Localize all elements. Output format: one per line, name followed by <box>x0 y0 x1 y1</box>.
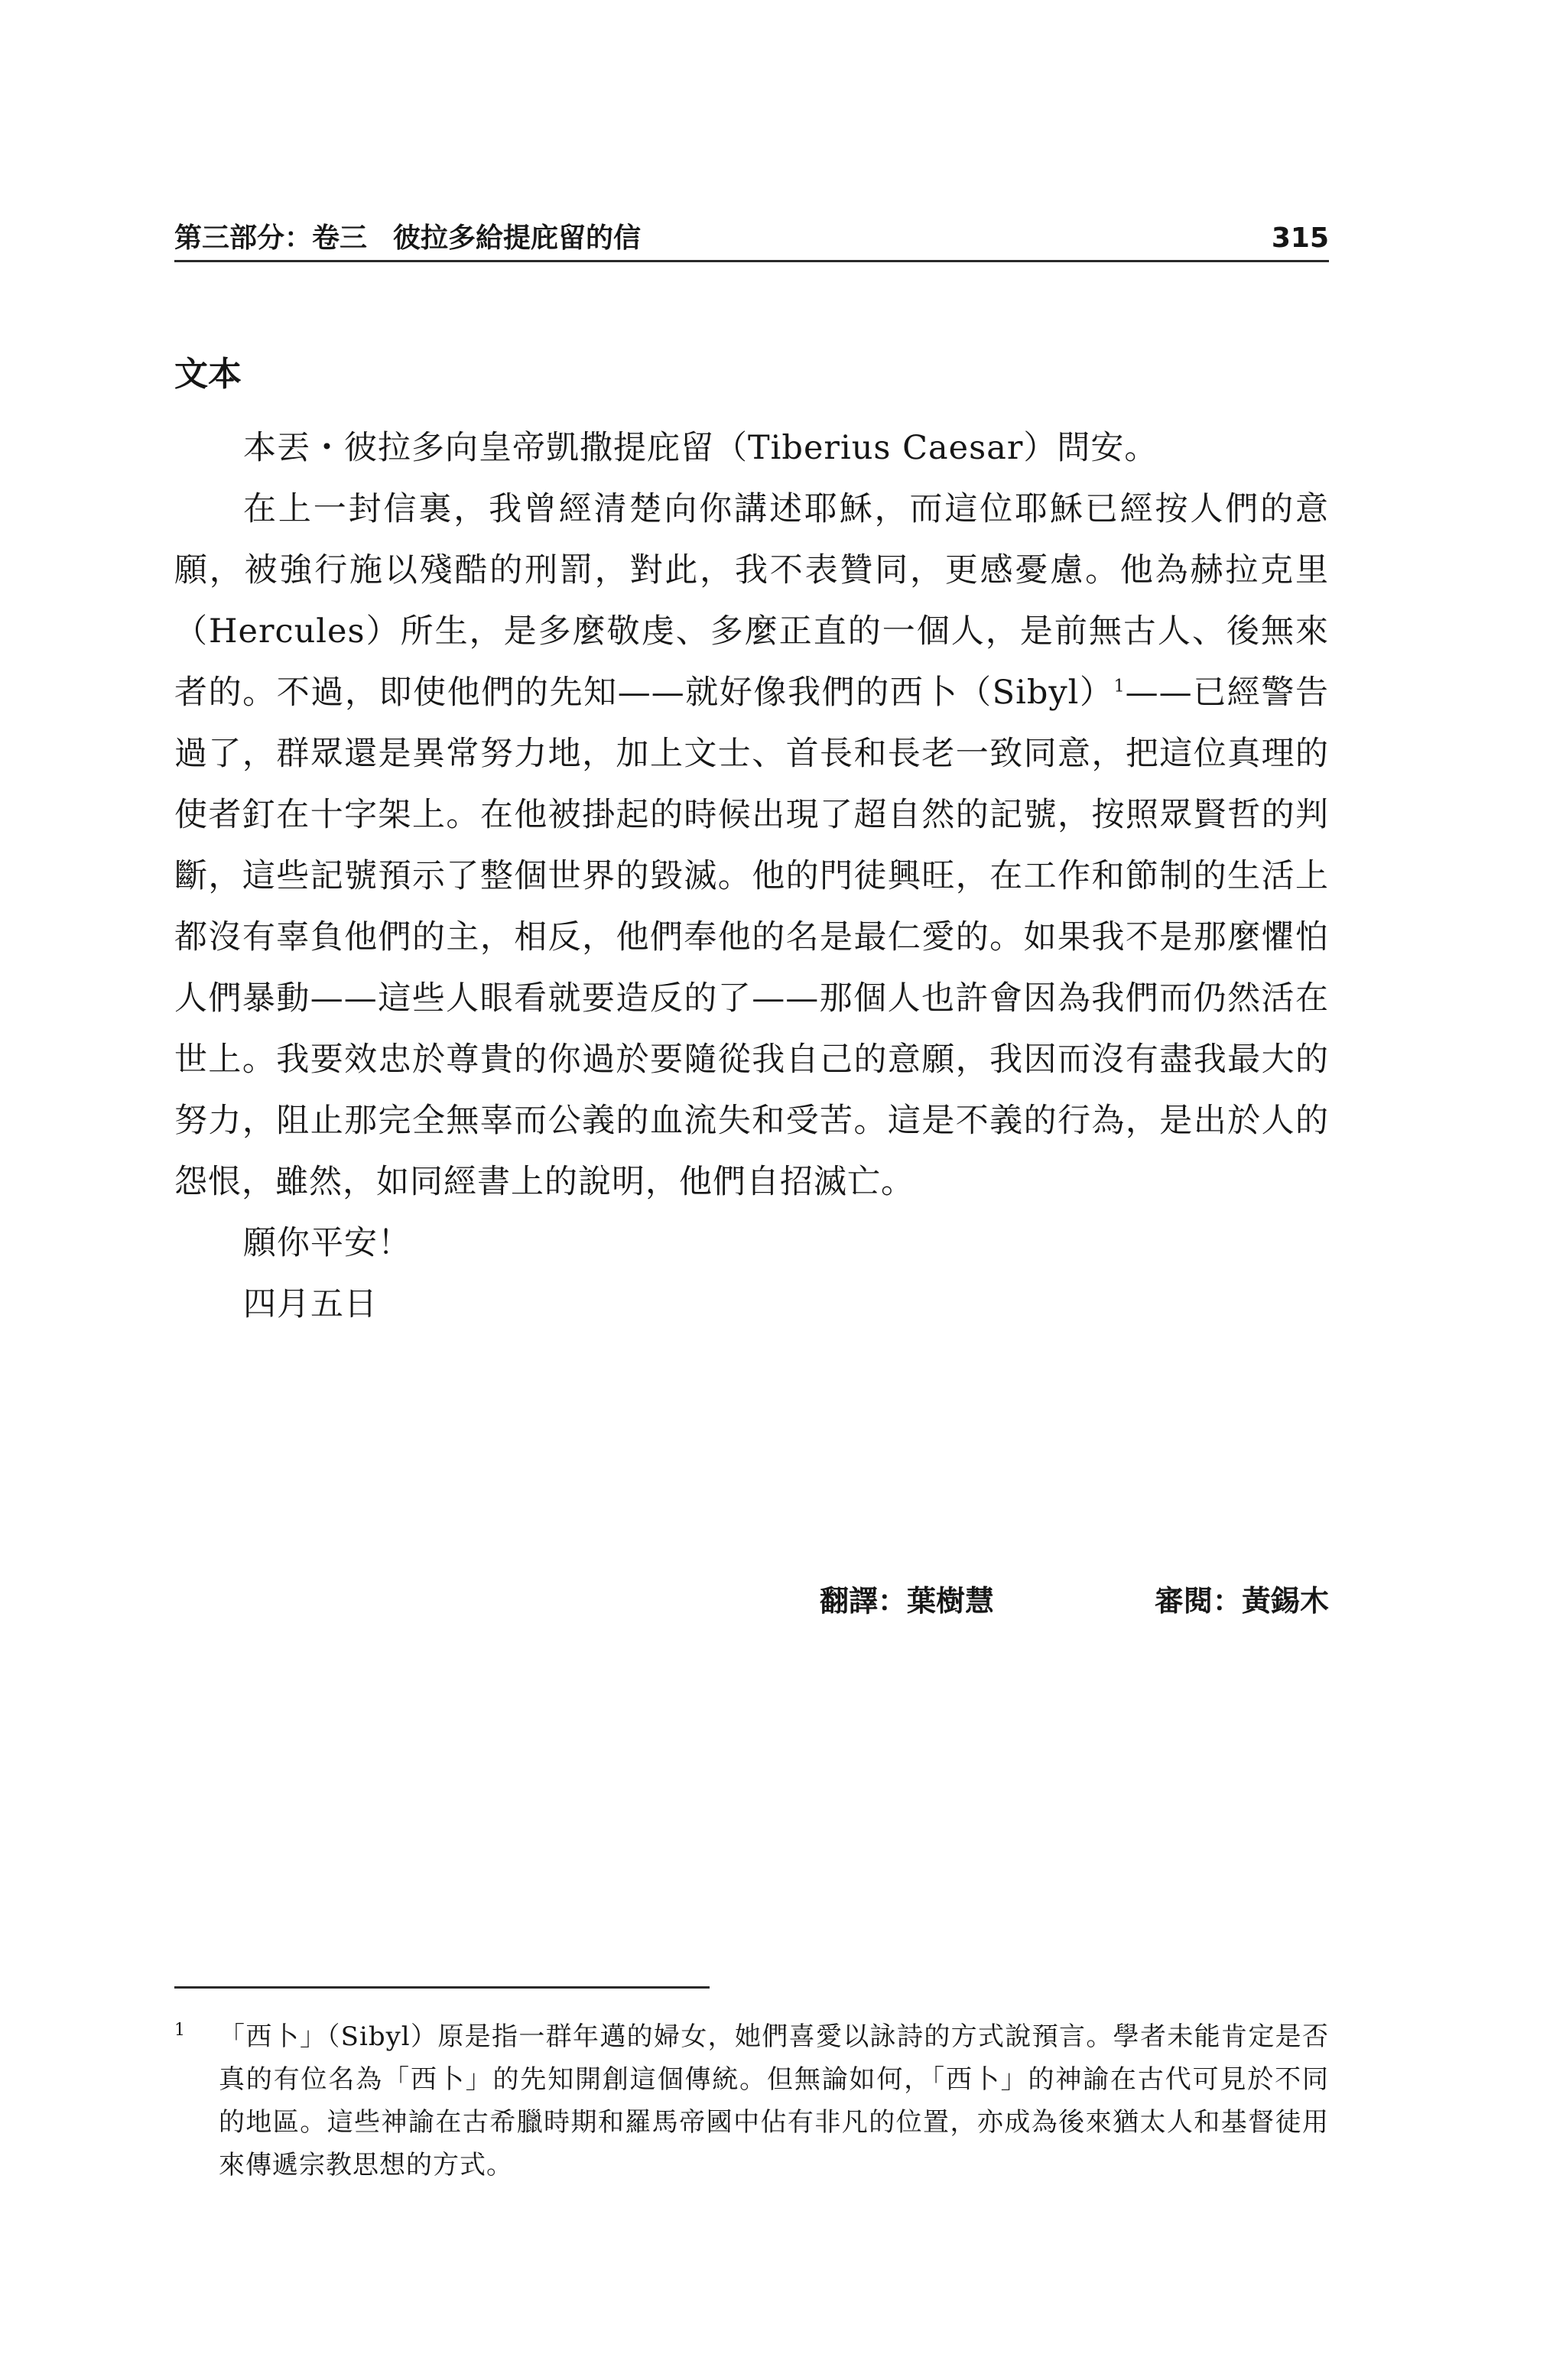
credits <box>174 1578 1329 1624</box>
header-section: 第三部分：卷三 <box>174 222 368 254</box>
footnote-mark: 1 <box>174 2021 185 2040</box>
footnote-divider <box>174 1986 710 1989</box>
letter-body <box>174 417 1329 1335</box>
translator-credit: 翻譯：葉樹慧 <box>820 1584 995 1618</box>
closing: 願你平安！ <box>243 1224 411 1262</box>
salutation: 本丟・彼拉多向皇帝凱撒提庇留（Tiberius Caesar）問安。 <box>243 429 1158 467</box>
paragraph-part-2: ——已經警告過了，群眾還是異常努力地，加上文士、首長和長老一致同意，把這位真理的使者釘在十字架上。在他被掛起的時候出現了超自然的記號，按照眾賢哲的判斷，這些記號預示了整個世界的毀滅。他的門徒興旺，在工作和節制的生活上都沒有辜負他們的主，相反，他們奉他的名是最仁愛的。如果我不是那麼懼怕人們暴動——這些人眼看就要造反的了——那個人也許會因為我們而仍然活在世上。我要效忠於尊貴的你過於要隨從我自己的意願，我因而沒有盡我最大的努力，阻止那完全無辜而公義的血流失和受苦。這是不義的行為，是出於人的怨恨，雖然，如同經書上的說明，他們自招滅亡。 <box>174 674 1329 1201</box>
page-number: 315 <box>1271 222 1329 254</box>
footnote-text: 「西卜」（Sibyl）原是指一群年邁的婦女，她們喜愛以詠詩的方式說預言。學者未能肯定是否真的有位名為「西卜」的先知開創這個傳統。但無論如何，「西卜」的神諭在古代可見於不同的地區。這些神諭在古希臘時期和羅馬帝國中佔有非凡的位置，亦成為後來猶太人和基督徒用來傳遞宗教思想的方式。 <box>219 2021 1329 2180</box>
footnote-reference[interactable]: 1 <box>1113 677 1126 696</box>
reviewer-credit: 審閱：黃錫木 <box>1154 1584 1329 1618</box>
header-title <box>174 217 641 260</box>
letter-paragraph <box>174 479 1329 1213</box>
paragraph-part-1: 在上一封信裏，我曾經清楚向你講述耶穌，而這位耶穌已經按人們的意願，被強行施以殘酷的刑罰，對此，我不表贊同，更感憂慮。他為赫拉克里（Hercules）所生，是多麼敬虔、多麼正直的一個人，是前無古人、後無來者的。不過，即使他們的先知——就好像我們的西卜（Sibyl） <box>174 490 1329 712</box>
footnote <box>174 2015 1329 2187</box>
running-header <box>174 217 1329 262</box>
section-heading: 文本 <box>174 355 242 394</box>
date: 四月五日 <box>243 1285 378 1323</box>
header-chapter-title: 彼拉多給提庇留的信 <box>393 222 642 254</box>
